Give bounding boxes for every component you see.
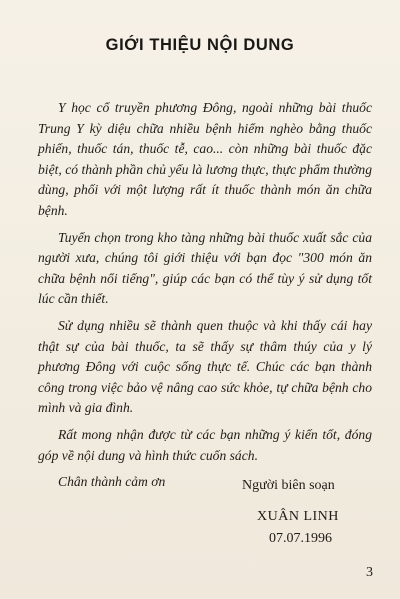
compiler-name: XUÂN LINH — [257, 509, 339, 524]
page-number: 3 — [366, 565, 373, 580]
introduction-body — [38, 98, 372, 499]
page-title: GIỚI THIỆU NỘI DUNG — [105, 36, 295, 54]
signature-date: 07.07.1996 — [269, 531, 332, 546]
paragraph-4: Rất mong nhận được từ các bạn những ý kiến tốt, đóng góp về nội dung và hình thức cuốn sách. — [38, 426, 372, 463]
paragraph-1: Y học cổ truyền phương Đông, ngoài những bài thuốc Trung Y kỳ diệu chữa nhiều bệnh hiểm nghèo bằng thuốc phiến, thuốc tán, thuốc tễ, cao... còn những bài thuốc đặc biệt, có thành phần chủ yếu là lương thực, thực phẩm thường dùng, phối với một lượng rất ít thuốc thành món ăn chữa bệnh. — [38, 100, 372, 218]
closing-thanks: Chân thành cảm ơn — [58, 474, 166, 490]
paragraph-2: Tuyển chọn trong kho tàng những bài thuốc xuất sắc của người xưa, chúng tôi giới thiệu với bạn đọc "300 món ăn chữa bệnh nổi tiếng", giúp các bạn có thể tùy ý sử dụng tốt lúc cần thiết. — [38, 229, 372, 307]
paragraph-3: Sử dụng nhiều sẽ thành quen thuộc và khi thấy cái hay thật sự của bài thuốc, ta sẽ thấy sự thâm thúy của y lý phương Đông với cuộc sống thực tế. Chúc các bạn thành công trong việc bảo vệ nâng cao sức khỏe, tự chữa bệnh cho mình và gia đình. — [38, 317, 372, 416]
compiler-role: Người biên soạn — [242, 478, 335, 493]
